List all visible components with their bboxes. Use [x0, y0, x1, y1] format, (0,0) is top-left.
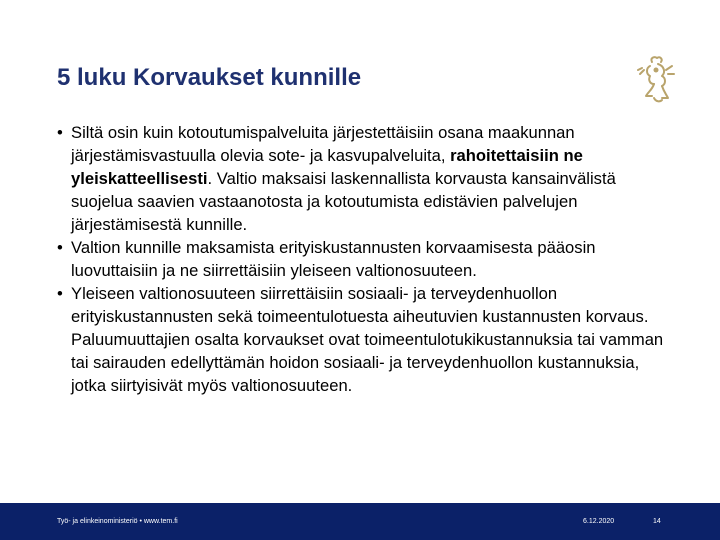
bullet-marker: • — [57, 238, 63, 257]
bullet-marker: • — [57, 123, 63, 142]
bullet-1-text-c: . Valtio maksaisi laskennallista korvausta kansainvälistä suojelua saavien vastaanotosta ja kotoutumista edistävien palvelujen järjestämisestä kunnille. — [71, 169, 616, 234]
bullet-3-text: Yleiseen valtionosuuteen siirrettäisiin sosiaali- ja terveydenhuollon erityiskustannusten sekä toimeentulotuesta aiheutuvien kustannusten korvaus. Paluumuuttajien osalta korvaukset ovat toimeentulotukikustannuksia tai vamman tai sairauden edellyttämän hoidon sosiaali- ja terveydenhuollon kustannuksia, jotka siirtyisivät myös valtionosuuteen. — [71, 284, 664, 395]
bullet-1-text-a: Siltä osin kuin kotoutumispalveluita järjestettäisiin osana maakunnan järjestämisvastuulla olevia sote- ja kasvupalveluita, — [71, 123, 575, 165]
bullet-item — [57, 121, 667, 236]
footer-page-number: 14 — [653, 518, 661, 525]
bullet-item — [57, 282, 667, 397]
footer-bar — [0, 503, 720, 540]
footer-organization: Työ- ja elinkeinoministeriö • www.tem.fi — [57, 518, 178, 525]
slide-title: 5 luku Korvaukset kunnille — [57, 64, 362, 91]
bullet-1-text-bold: rahoitettaisiin ne yleiskatteellisesti — [71, 146, 583, 188]
bullet-list — [57, 121, 667, 397]
bullet-2-text: Valtion kunnille maksamista erityiskustannusten korvaamisesta pääosin luovuttaisiin ja ne siirrettäisiin yleiseen valtionosuuteen. — [71, 238, 596, 280]
finnish-lion-coat-of-arms-icon — [636, 54, 676, 106]
bullet-item — [57, 236, 667, 282]
bullet-marker: • — [57, 284, 63, 303]
footer-date: 6.12.2020 — [583, 518, 615, 525]
